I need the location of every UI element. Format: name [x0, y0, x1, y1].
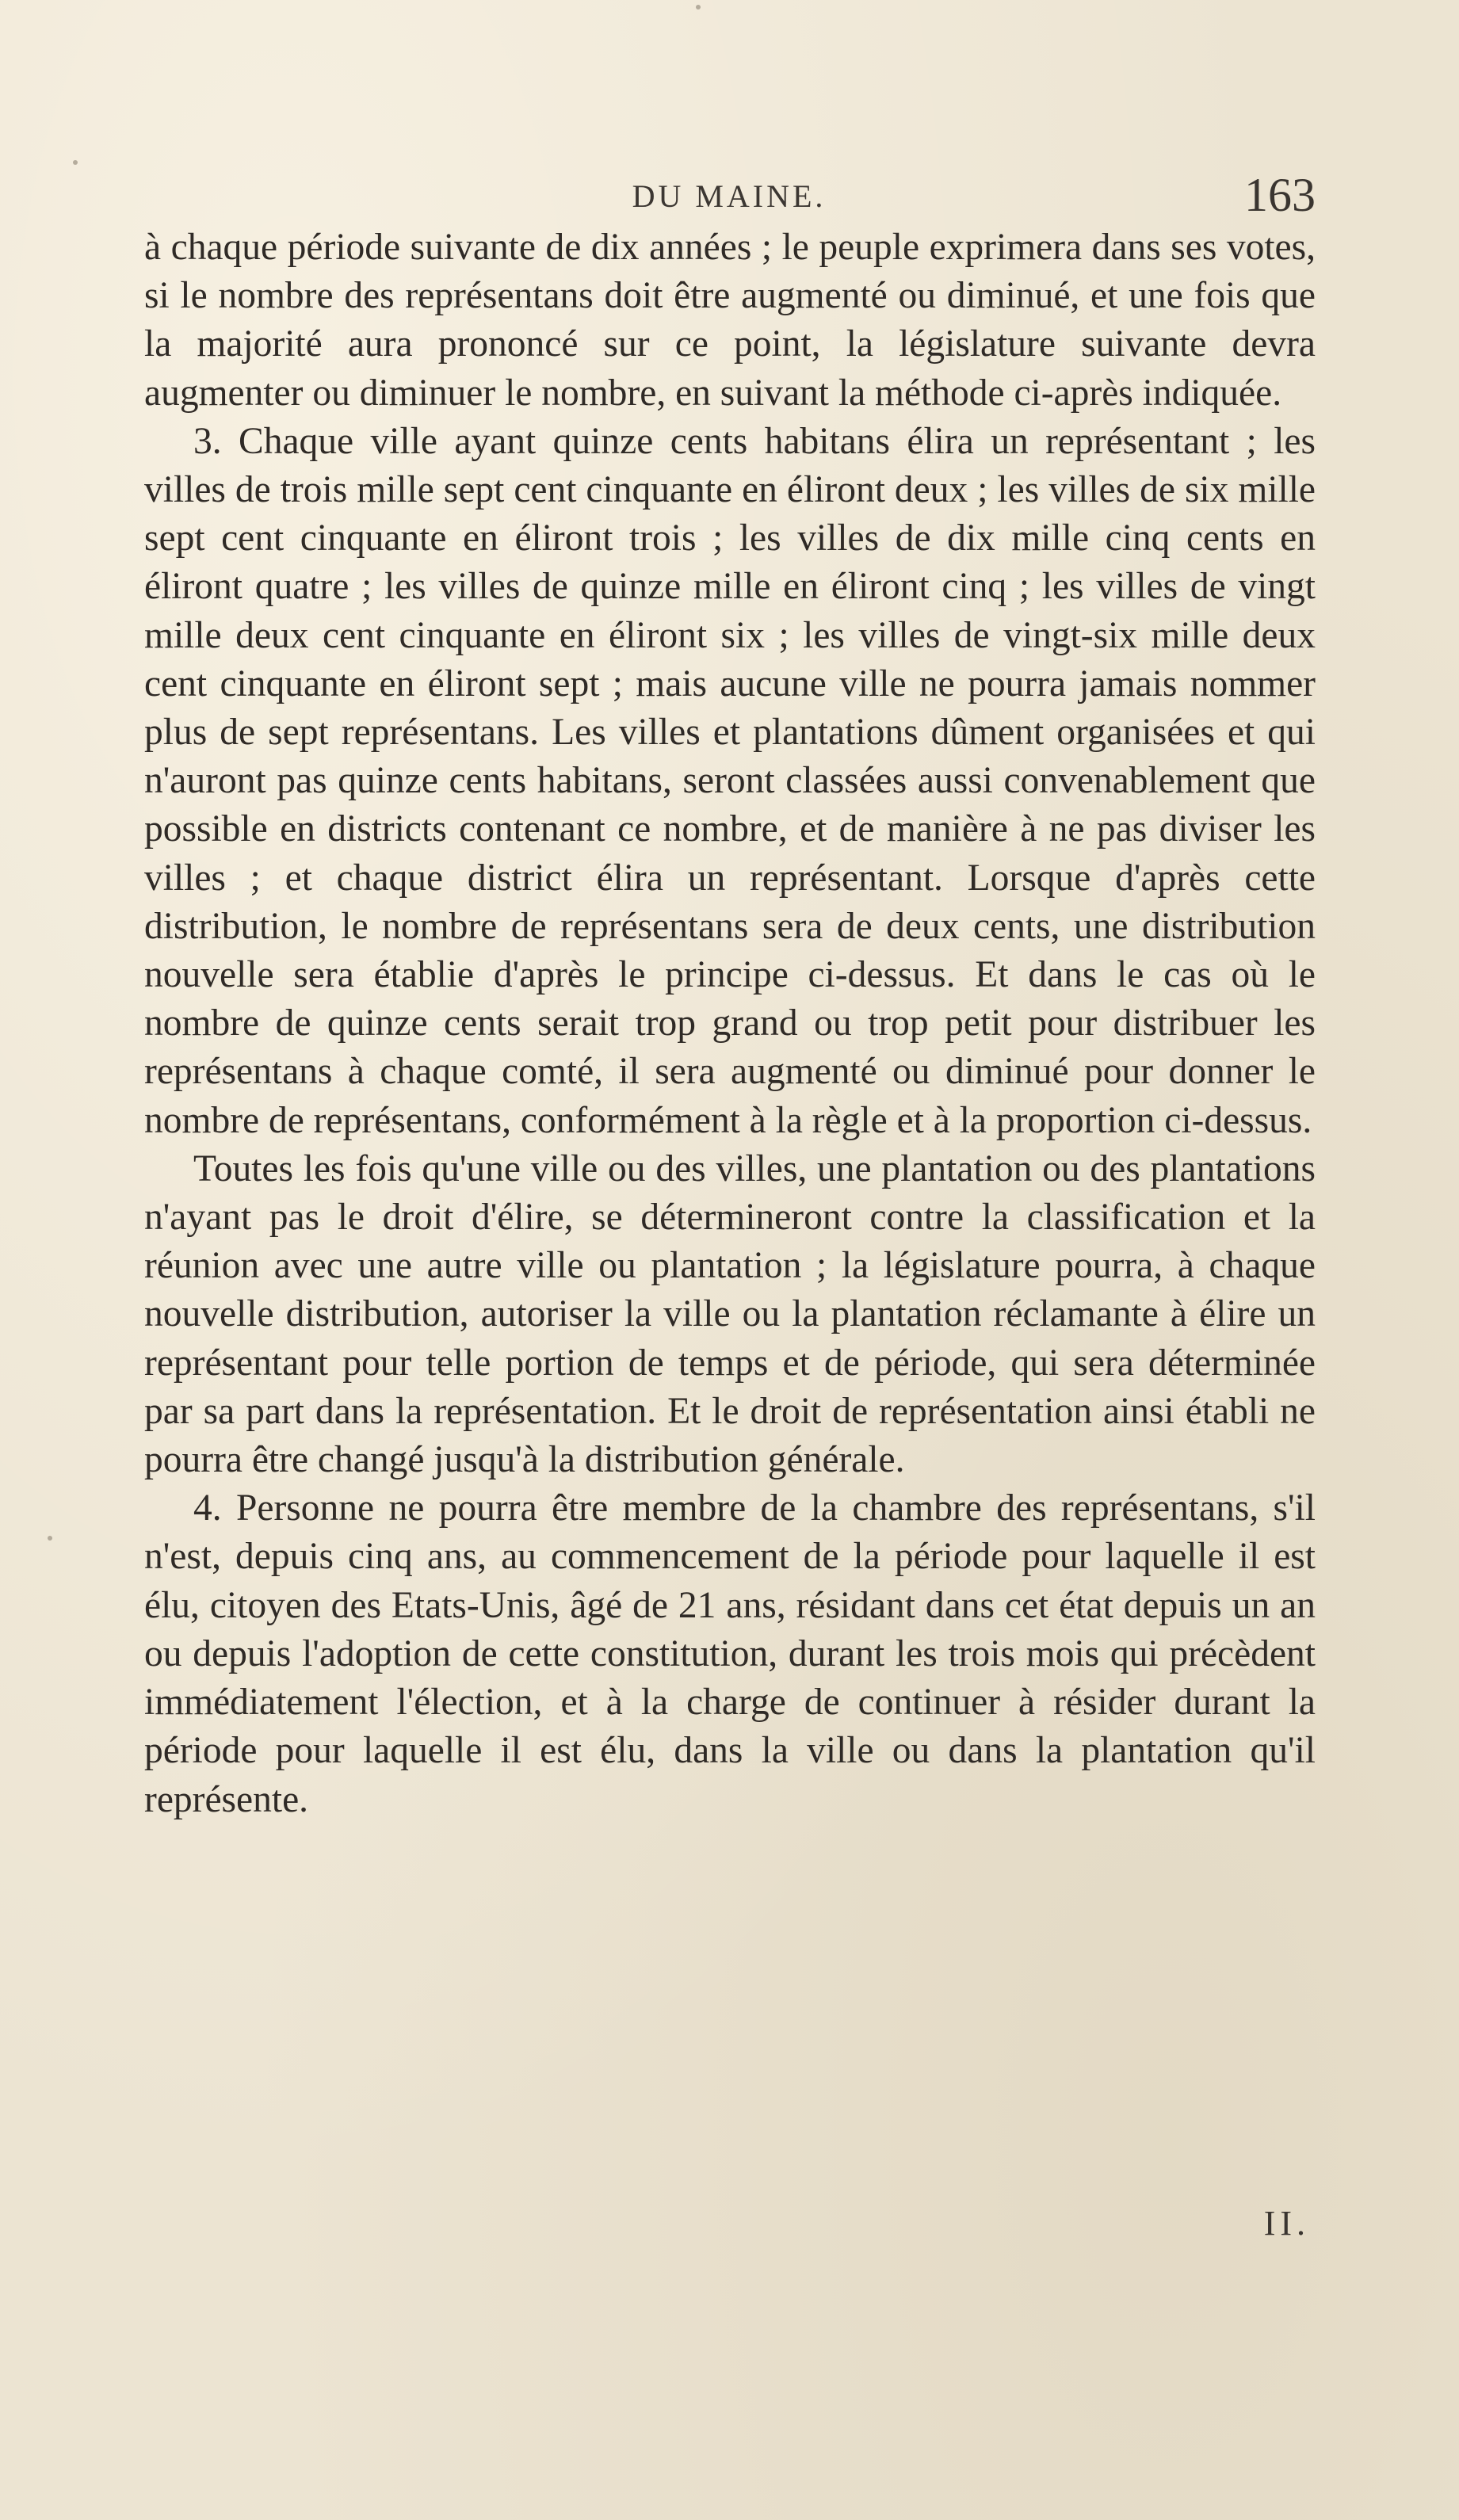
paper-speck [696, 5, 701, 10]
paragraph-continuation: à chaque période suivante de dix années ; le peuple exprimera dans ses votes, si le nombre des représentans doit être augmenté ou diminué, et une fois que la majorité aura prononcé sur ce point, la législature suivante devra augmenter ou diminuer le nombre, en suivant la méthode ci-après indiquée. [144, 227, 1316, 414]
running-head [143, 168, 1316, 223]
running-title: DU MAINE. [632, 178, 827, 214]
body-text [144, 223, 1316, 1824]
paragraph-towns-plantations: Toutes les fois qu'une ville ou des villes, une plantation ou des plantations n'ayant pas le droit d'élire, se détermineront contre la classification et la réunion avec une autre ville ou plantation ; la législature pourra, à chaque nouvelle distribution, autoriser la ville ou la plantation réclamante à élire un représentant pour telle portion de temps et de période, qui sera déterminée par sa part dans la représentation. Et le droit de représentation ainsi établi ne pourra être changé jusqu'à la distribution générale. [144, 1147, 1316, 1481]
paragraph-article-4: 4. Personne ne pourra être membre de la chambre des représentans, s'il n'est, depuis cinq ans, au commencement de la période pour laquelle il est élu, citoyen des Etats-Unis, âgé de 21 ans, résidant dans cet état depuis un an ou depuis l'adoption de cette constitution, durant les trois mois qui précèdent immédiatement l'élection, et à la charge de continuer à résider durant la période pour laquelle il est élu, dans la ville ou dans la plantation qu'il représente. [144, 1487, 1316, 1820]
paper-speck [48, 1536, 52, 1541]
paragraph-article-3: 3. Chaque ville ayant quinze cents habitans élira un représentant ; les villes de trois mille sept cent cinquante en éliront deux ; les villes de six mille sept cent cinquante en éliront trois ; les villes de dix mille cinq cents en éliront quatre ; les villes de quinze mille en éliront cinq ; les villes de vingt mille deux cent cinquante en éliront six ; les villes de vingt-six mille deux cent cinquante en éliront sept ; mais aucune ville ne pourra jamais nommer plus de sept représentans. Les villes et plantations dûment organisées et qui n'auront pas quinze cents habitans, seront classées aussi convenablement que possible en districts contenant ce nombre, et de manière à ne pas diviser les villes ; et chaque district élira un représentant. Lorsque d'après cette distribution, le nombre de représentans sera de deux cents, une distribution nouvelle sera établie d'après le principe ci-dessus. Et dans le cas où le nombre de quinze cents serait trop grand ou trop petit pour distribuer les représentans à chaque comté, il sera augmenté ou diminué pour donner le nombre de représentans, conformément à la règle et à la proportion ci-dessus. [144, 420, 1316, 1141]
paper-speck [73, 160, 78, 165]
page-number: 163 [1244, 169, 1316, 221]
catchword: II. [1263, 2204, 1310, 2243]
